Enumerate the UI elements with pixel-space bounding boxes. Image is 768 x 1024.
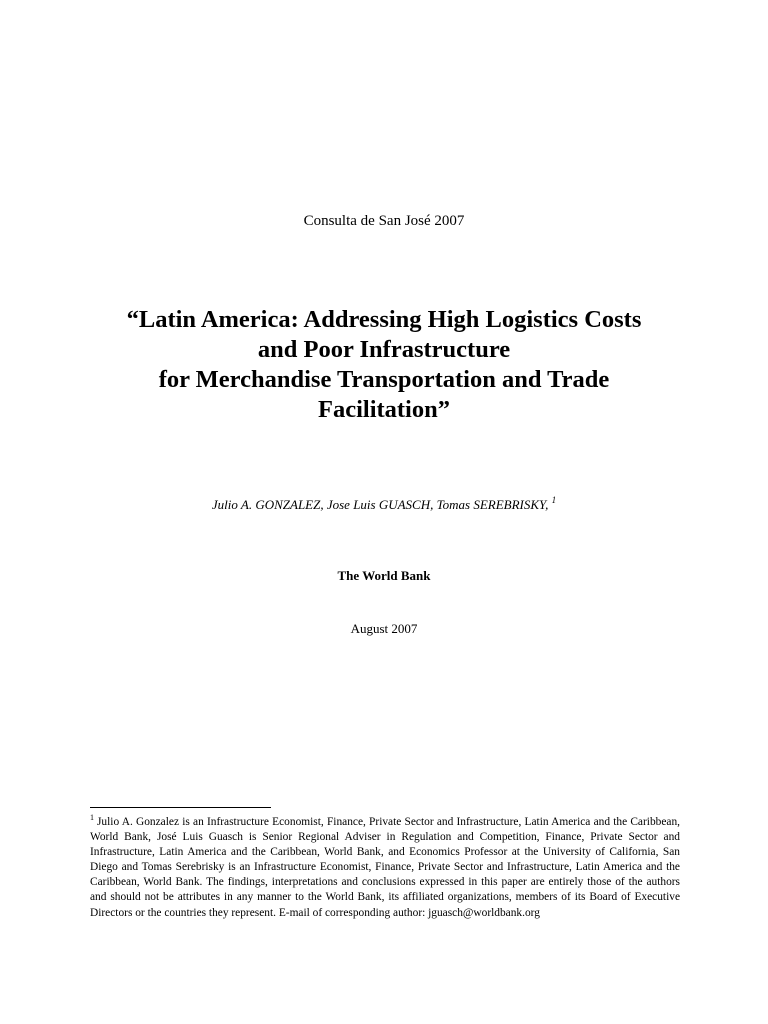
footnote-text: Julio A. Gonzalez is an Infrastructure Economist, Finance, Private Sector and Infrastructure, Latin America and the Caribbean, World Bank, José Luis Guasch is Senior Regional Adviser in Regulation and Competition, Finance, Private Sector and Infrastructure, Latin America and the Caribbean, World Bank, and Economics Professor at the University of California, San Diego and Tomas Serebrisky is an Infrastructure Economist, Finance, Private Sector and Infrastructure, Latin America and the Caribbean, World Bank. The findings, interpretations and conclusions expressed in this paper are entirely those of the authors and should not be attributes in any manner to the World Bank, its affiliated organizations, members of its Board of Executive Directors or the countries they represent. E-mail of corresponding author: jguasch@worldbank.org [90,816,680,919]
conference-name: Consulta de San José 2007 [303,213,465,229]
paper-title [60,305,708,425]
title-line: for Merchandise Transportation and Trade [158,366,610,393]
author-names: Julio A. GONZALEZ, Jose Luis GUASCH, Tomas SEREBRISKY, [211,497,549,512]
title-line: “Latin America: Addressing High Logistics Costs [126,306,642,333]
footnote [90,815,680,921]
author-list [0,497,768,513]
title-line: and Poor Infrastructure [257,336,511,363]
footnote-reference[interactable]: 1 [551,495,557,505]
publication-date: August 2007 [350,621,418,636]
institution: The World Bank [337,568,431,583]
footnote-divider [90,807,271,808]
footnote-marker: 1 [90,813,94,822]
title-line: Facilitation” [317,396,450,423]
